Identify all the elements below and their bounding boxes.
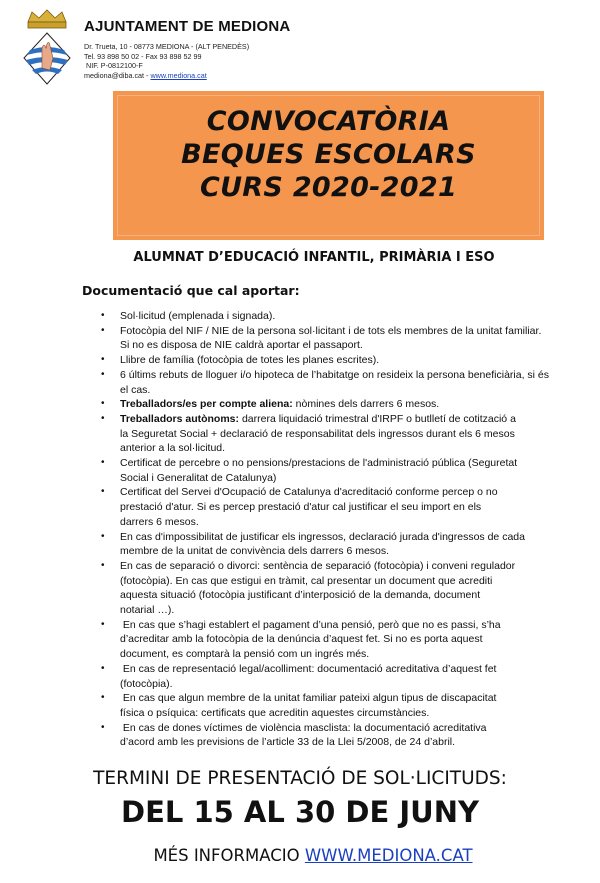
website-link[interactable]: www.mediona.cat — [150, 70, 207, 80]
item-text: Si no es disposa de NIE caldrà aportar el passaport. — [120, 339, 363, 352]
item-line — [120, 691, 600, 706]
list-item — [0, 397, 600, 412]
bullet-icon: • — [101, 692, 105, 704]
item-text: prestació d'atur. Si es percep prestació d'atur cal justificar el seu import en els — [120, 501, 482, 514]
item-line — [120, 647, 600, 662]
item-line — [120, 338, 600, 353]
item-text: Llibre de família (fotocòpia de totes les planes escrites). — [120, 354, 380, 367]
contact-block — [84, 42, 249, 80]
bullet-icon: • — [101, 662, 105, 674]
bullet-icon: • — [101, 559, 105, 571]
item-line — [120, 544, 600, 559]
item-text: En cas de dones víctimes de violència masclista: la documentació acreditativa — [120, 721, 487, 734]
item-line — [120, 309, 600, 324]
item-line — [120, 441, 600, 456]
title-line-2: BEQUES ESCOLARS — [181, 139, 476, 170]
more-info — [0, 846, 600, 866]
list-item — [0, 353, 600, 368]
item-text: darrera liquidació trimestral d'IRPF o butlletí de cotització a — [239, 412, 516, 425]
item-text: darrers 6 mesos. — [120, 515, 199, 528]
audience-subtitle: ALUMNAT D’EDUCACIÓ INFANTIL, PRIMÀRIA I ESO — [133, 250, 495, 265]
list-item — [0, 309, 600, 324]
item-text: la Seguretat Social + declaració de responsabilitat dels ingressos durant els 6 mesos — [120, 427, 515, 440]
bullet-icon: • — [101, 486, 105, 498]
nif: NIF. P-0812100-F — [86, 61, 143, 71]
list-item — [0, 456, 600, 485]
item-line — [120, 618, 600, 633]
item-line — [120, 515, 600, 530]
item-line — [120, 603, 600, 618]
deadline-dates: DEL 15 AL 30 DE JUNY — [121, 795, 479, 829]
item-line — [120, 427, 600, 442]
item-line — [120, 324, 600, 339]
item-line — [120, 735, 600, 750]
item-line — [120, 574, 600, 589]
item-text: En cas que s’hagi establert el pagament d’una pensió, però que no es passi, s’ha — [120, 618, 501, 631]
list-item — [0, 691, 600, 720]
item-text: 6 últims rebuts de lloguer i/o hipoteca de l’habitatge on resideix la persona beneficiària, si és — [120, 368, 550, 381]
list-item — [0, 559, 600, 618]
item-text: física o psíquica: certificats que acreditin aquestes circumstàncies. — [120, 706, 430, 719]
bullet-icon: • — [101, 530, 105, 542]
deadline-label: TERMINI DE PRESENTACIÓ DE SOL·LICITUDS: — [93, 768, 507, 789]
email-line — [84, 71, 249, 81]
item-text: Certificat del Servei d'Ocupació de Catalunya d'acreditació conforme percep o no — [120, 486, 498, 499]
item-line — [120, 412, 600, 427]
item-line — [120, 353, 600, 368]
item-line — [120, 485, 600, 500]
list-item — [0, 412, 600, 456]
item-line — [120, 721, 600, 736]
documentation-list — [0, 309, 600, 750]
organization-name: AJUNTAMENT DE MEDIONA — [84, 18, 291, 35]
item-text: d’acreditar amb la fotocòpia de la denúncia d’aquest fet. Si no es porta aquest — [120, 633, 483, 646]
item-line — [120, 677, 600, 692]
bullet-icon: • — [101, 398, 105, 410]
item-text: document, es comptarà la pensió com un ingrés més. — [120, 648, 370, 661]
item-text: Social i Generalitat de Catalunya) — [120, 471, 277, 484]
item-line — [120, 559, 600, 574]
item-text: anterior a la sol·licitud. — [120, 442, 226, 455]
item-line — [120, 662, 600, 677]
bullet-icon: • — [101, 324, 105, 336]
item-text: Certificat de percebre o no pensions/prestacions de l'administració pública (Seguretat — [120, 457, 518, 470]
phone-fax: Tel. 93 898 50 02 - Fax 93 898 52 99 — [84, 51, 202, 61]
item-bold-prefix: Treballadors/es per compte aliena: — [120, 398, 293, 411]
item-text: En cas de separació o divorci: sentència de separació (fotocòpia) i conveni regulador — [120, 559, 516, 572]
item-text: (fotocòpia). En cas que estigui en tràmit, cal presentar un document que acrediti — [120, 574, 493, 587]
item-text: En cas d'impossibilitat de justificar els ingressos, declaració jurada d'ingressos de cada — [120, 530, 525, 543]
item-text: nòmines dels darrers 6 mesos. — [292, 398, 440, 411]
bullet-icon: • — [101, 354, 105, 366]
item-text: En cas de representació legal/acolliment: documentació acreditativa d’aquest fet — [120, 662, 497, 675]
item-line — [120, 530, 600, 545]
list-item — [0, 721, 600, 750]
item-line — [120, 706, 600, 721]
item-text: Fotocòpia del NIF / NIE de la persona sol·licitant i de tots els membres de la unitat familiar. — [120, 324, 542, 337]
item-line — [120, 368, 600, 383]
list-item — [0, 618, 600, 662]
email: mediona@diba.cat - — [84, 70, 151, 80]
item-text: membre de la unitat de convivència dels darrers 6 mesos. — [120, 545, 390, 558]
bullet-icon: • — [101, 618, 105, 630]
item-text: notarial …). — [120, 604, 175, 617]
bullet-icon: • — [101, 310, 105, 321]
item-text: d’acord amb les previsions de l’article 33 de la Llei 5/2008, de 24 d’abril. — [120, 736, 456, 749]
item-text: En cas que algun membre de la unitat familiar pateixi algun tipus de discapacitat — [120, 692, 497, 705]
title-line-1: CONVOCATÒRIA — [206, 106, 451, 137]
item-text: aquesta situació (fotocòpia justificant d’interposició de la demanda, document — [120, 589, 481, 602]
list-item — [0, 662, 600, 691]
item-line — [120, 632, 600, 647]
bullet-icon: • — [101, 721, 105, 733]
item-line — [120, 471, 600, 486]
list-item — [0, 368, 600, 397]
item-line — [120, 588, 600, 603]
list-item — [0, 324, 600, 353]
municipal-crest-logo — [22, 8, 72, 88]
item-text: (fotocòpia). — [120, 677, 173, 690]
list-item — [0, 530, 600, 559]
item-line — [120, 456, 600, 471]
title-box — [113, 91, 544, 240]
item-line — [120, 500, 600, 515]
item-text: Sol·licitud (emplenada i signada). — [120, 310, 276, 322]
item-line — [120, 397, 600, 412]
bullet-icon: • — [101, 457, 105, 469]
more-info-link[interactable]: WWW.MEDIONA.CAT — [304, 846, 473, 865]
item-line — [120, 383, 600, 398]
more-info-label: MÉS INFORMACIO — [153, 846, 305, 865]
address: Dr. Trueta, 10 - 08773 MEDIONA - (ALT PENEDÈS) — [84, 42, 250, 51]
list-item — [0, 485, 600, 529]
bullet-icon: • — [101, 368, 105, 380]
bullet-icon: • — [101, 412, 105, 424]
title-line-3: CURS 2020-2021 — [199, 172, 458, 203]
item-bold-prefix: Treballadors autònoms: — [120, 412, 240, 425]
item-text: el cas. — [120, 383, 151, 396]
documentation-heading: Documentació que cal aportar: — [82, 283, 300, 298]
